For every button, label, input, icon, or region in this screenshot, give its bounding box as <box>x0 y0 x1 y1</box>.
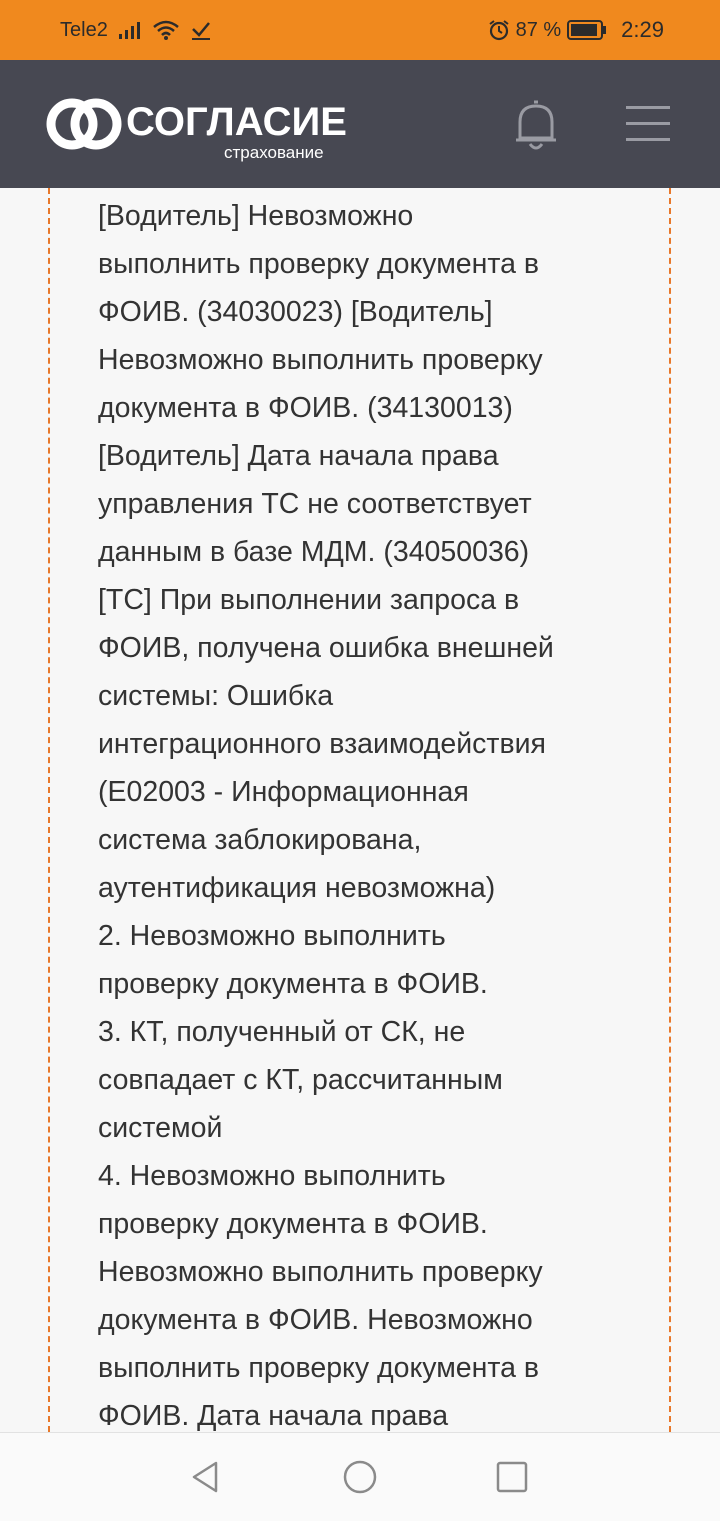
message-content[interactable] <box>0 188 720 1432</box>
carrier-label: Tele2 <box>60 18 108 41</box>
brand-name: СОГЛАСИЕ <box>126 100 347 144</box>
alarm-icon <box>488 19 510 41</box>
system-nav-bar <box>0 1432 720 1521</box>
status-right <box>488 0 664 60</box>
brand-subtitle: страхование <box>224 143 324 162</box>
status-left <box>60 0 212 60</box>
clock: 2:29 <box>621 17 664 42</box>
error-message-text: [Водитель] Невозможно выполнить проверку документа в ФОИВ. (34030023) [Водитель] Невозможно выполнить проверку документа в ФОИВ. (34130013) [Водитель] Дата начала права управления ТС не соответствует данным в базе МДМ. (34050036) [ТС] При выполнении запроса в ФОИВ, получена ошибка внешней системы: Ошибка интеграционного взаимодействия (E02003 - Информационная система заблокирована, аутентификация невозможна) 2. Невозможно выполнить проверку документа в ФОИВ. 3. КТ, полученный от СК, не совпадает с КТ, рассчитанным системой 4. Невозможно выполнить проверку документа в ФОИВ. Невозможно выполнить проверку документа в ФОИВ. Невозможно выполнить проверку документа в ФОИВ. Дата начала права <box>98 200 554 1432</box>
signal-icon <box>118 20 142 40</box>
battery-icon <box>567 19 607 41</box>
dashed-border-left <box>48 188 50 1432</box>
brand-logo[interactable] <box>46 94 376 164</box>
menu-icon[interactable] <box>626 104 670 144</box>
brand-logo-icon <box>46 94 122 154</box>
bell-icon[interactable] <box>512 98 560 152</box>
battery-percent: 87 % <box>515 18 562 41</box>
check-download-icon <box>190 19 212 41</box>
status-bar <box>0 0 720 60</box>
recents-icon[interactable] <box>492 1457 532 1497</box>
back-icon[interactable] <box>186 1457 226 1497</box>
home-icon[interactable] <box>340 1457 380 1497</box>
app-header <box>0 60 720 188</box>
wifi-icon <box>152 19 180 41</box>
dashed-border-right <box>669 188 671 1432</box>
